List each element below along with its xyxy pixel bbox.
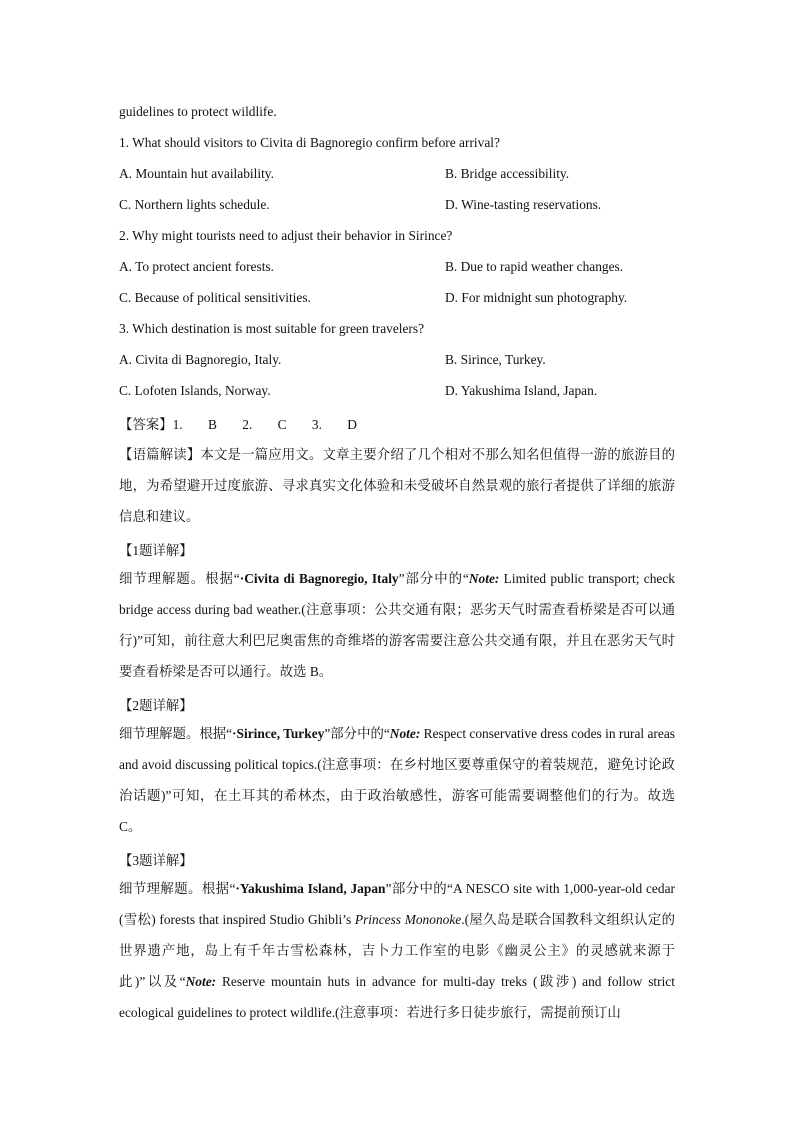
question-3-option-d: D. Yakushima Island, Japan. [445, 383, 598, 398]
question-2-option-b: B. Due to rapid weather changes. [445, 259, 624, 274]
detail-3-film-title: Princess Mononoke [354, 912, 462, 927]
detail-1-section: ·Civita di Bagnoregio, Italy [239, 571, 399, 586]
question-3-option-a: A. Civita di Bagnoregio, Italy. [119, 352, 282, 367]
detail-2-quote: Respect conservative dress codes in rural areas and avoid discussing political topics. [119, 726, 675, 772]
question-3-option-c: C. Lofoten Islands, Norway. [119, 383, 271, 398]
answer-values: 1. B 2. C 3. D [172, 417, 357, 432]
overview-paragraph [119, 439, 675, 532]
detail-2-mid: ”部分中的“ [324, 726, 390, 741]
question-3-stem: 3. Which destination is most suitable for green travelers? [119, 321, 425, 336]
question-1-option-b: B. Bridge accessibility. [445, 166, 570, 181]
detail-1-paragraph [119, 563, 675, 687]
overview-label: 【语篇解读】 [119, 447, 201, 462]
detail-1-quote: Limited public transport; check bridge access during bad weather. [119, 571, 676, 617]
detail-1-lead: 细节理解题。根据“ [119, 571, 240, 586]
question-3-option-b: B. Sirince, Turkey. [445, 352, 546, 367]
detail-3-section: ·Yakushima Island, Japan [235, 881, 386, 896]
answer-label: 【答案】 [119, 417, 173, 432]
question-2-stem: 2. Why might tourists need to adjust their behavior in Sirince? [119, 228, 453, 243]
detail-3-quote: Reserve mountain huts in advance for multi-day treks (跋涉) and follow strict ecological guidelines to protect wildlife. [119, 974, 675, 1020]
detail-3-lead: 细节理解题。根据“ [119, 881, 236, 896]
detail-3-explain-1: .(屋久岛是联合国教科文组织认定的世界遗产地，岛上有千年古雪松森林，吉卜力工作室的电影《幽灵公主》的灵感就来源于此)”以及“ [119, 912, 675, 989]
detail-1-heading: 【1题详解】 [119, 543, 193, 558]
detail-2-paragraph [119, 718, 675, 842]
question-2-option-c: C. Because of political sensitivities. [119, 290, 311, 305]
question-1-option-c: C. Northern lights schedule. [119, 197, 270, 212]
detail-3-paragraph [119, 873, 675, 1028]
answer-line [119, 414, 357, 433]
detail-2-note-label: Note: [389, 726, 421, 741]
detail-2-section: ·Sirince, Turkey [232, 726, 325, 741]
detail-3-mid: ”部分中的“A NESCO site with 1,000-year-old cedar (雪松) forests that inspired Studio Ghibli’s [119, 881, 675, 927]
question-2-option-d: D. For midnight sun photography. [445, 290, 628, 305]
question-1-option-a: A. Mountain hut availability. [119, 166, 274, 181]
question-2-option-a: A. To protect ancient forests. [119, 259, 274, 274]
detail-1-mid: ”部分中的“ [398, 571, 469, 586]
detail-3-heading: 【3题详解】 [119, 853, 193, 868]
detail-3-note-label: Note: [185, 974, 217, 989]
detail-2-heading: 【2题详解】 [119, 698, 193, 713]
detail-2-lead: 细节理解题。根据“ [119, 726, 233, 741]
detail-3-explain-2: (注意事项：若进行多日徒步旅行，需提前预订山 [335, 1005, 621, 1020]
question-1-option-d: D. Wine-tasting reservations. [445, 197, 602, 212]
question-1-stem: 1. What should visitors to Civita di Bagnoregio confirm before arrival? [119, 135, 500, 150]
detail-1-note-label: Note: [468, 571, 500, 586]
detail-1-explain: (注意事项：公共交通有限；恶劣天气时需查看桥梁是否可以通行)”可知，前往意大利巴尼奥雷焦的奇维塔的游客需要注意公共交通有限，并且在恶劣天气时要查看桥梁是否可以通行。故选 B。 [119, 602, 675, 679]
detail-2-explain: (注意事项：在乡村地区要尊重保守的着装规范，避免讨论政治话题)”可知，在土耳其的希林杰，由于政治敏感性，游客可能需要调整他们的行为。故选 C。 [119, 757, 675, 834]
overview-text: 本文是一篇应用文。文章主要介绍了几个相对不那么知名但值得一游的旅游目的地，为希望避开过度旅游、寻求真实文化体验和未受破坏自然景观的旅行者提供了详细的旅游信息和建议。 [119, 447, 676, 524]
intro-tail: guidelines to protect wildlife. [119, 104, 277, 119]
